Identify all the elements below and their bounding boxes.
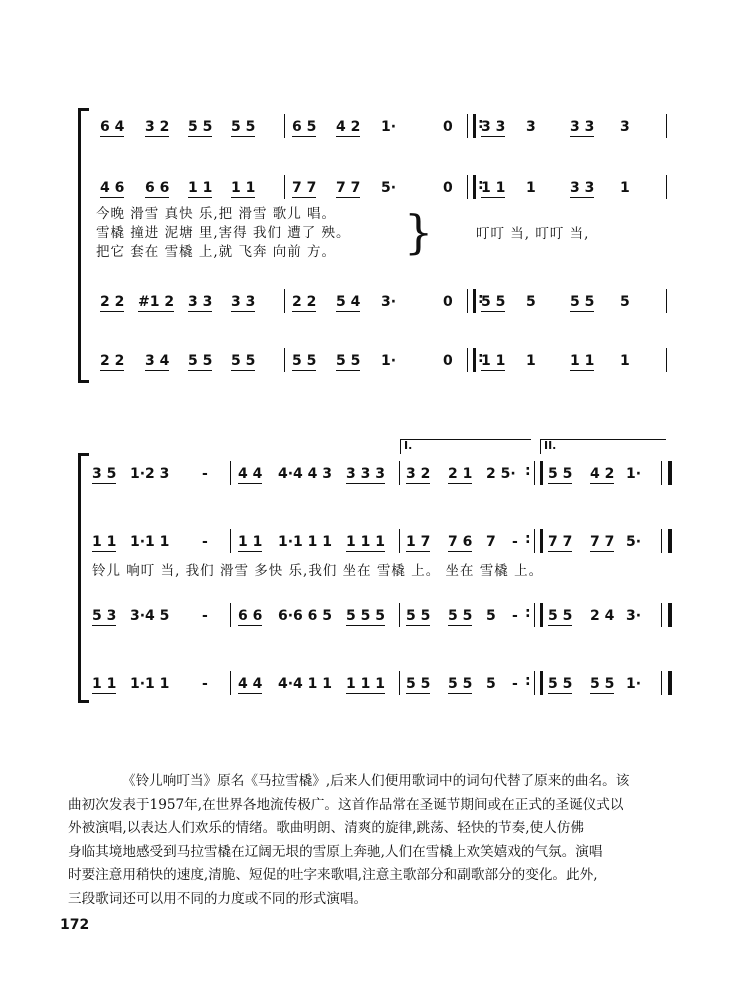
barline bbox=[399, 461, 400, 485]
note-group: 3 3 bbox=[231, 294, 256, 310]
note-group: 3 bbox=[620, 119, 630, 135]
note-group: 1· bbox=[381, 353, 397, 369]
note-group: 4 4 bbox=[238, 676, 263, 692]
repeat-start-barline bbox=[467, 175, 476, 199]
note-group: 3· bbox=[626, 608, 642, 624]
note-group: 5 5 bbox=[336, 353, 361, 369]
note-group: 1 1 1 bbox=[346, 676, 385, 692]
note-group: 4 4 bbox=[238, 466, 263, 482]
dash: - bbox=[512, 608, 518, 624]
note-group: 1 1 bbox=[570, 353, 595, 369]
note-group: 6 4 bbox=[100, 119, 125, 135]
barline bbox=[399, 603, 400, 627]
note-group: 3 2 bbox=[145, 119, 170, 135]
note-group: 5· bbox=[626, 534, 642, 550]
note-group: 1 1 bbox=[92, 534, 117, 550]
note-group: 7 7 bbox=[336, 180, 361, 196]
note-group: 5 5 bbox=[231, 119, 256, 135]
barline bbox=[666, 289, 667, 313]
note-group: 5 bbox=[486, 608, 496, 624]
paragraph-line: 时要注意用稍快的速度,清脆、短促的吐字来歌唱,注意主歌部分和副歌部分的变化。此外, bbox=[68, 867, 598, 884]
rest: 0 bbox=[443, 294, 453, 310]
volta-label-1: I. bbox=[404, 439, 413, 452]
note-group: 4·4 1 1 bbox=[278, 676, 333, 692]
staff-row-2 bbox=[78, 533, 676, 559]
note-group: 6 6 bbox=[145, 180, 170, 196]
note-group: 3 3 bbox=[570, 180, 595, 196]
barline bbox=[399, 529, 400, 553]
note-group: 3· bbox=[381, 294, 397, 310]
note-group: 5 5 5 bbox=[346, 608, 385, 624]
note-group: 7 7 bbox=[292, 180, 317, 196]
repeat-start-barline bbox=[467, 114, 476, 138]
note-group: 1·1 1 bbox=[130, 676, 170, 692]
staff-row-1 bbox=[78, 118, 676, 144]
paragraph-line: 《铃儿响叮当》原名《马拉雪橇》,后来人们便用歌词中的词句代替了原来的曲名。该 bbox=[122, 773, 630, 789]
note-group: 7 7 bbox=[548, 534, 573, 550]
lyric-verse-1: 今晚 滑雪 真快 乐,把 滑雪 歌儿 唱。 bbox=[96, 206, 337, 222]
rest: 0 bbox=[443, 353, 453, 369]
barline bbox=[284, 175, 285, 199]
note-group: 5 5 bbox=[448, 676, 473, 692]
dash: - bbox=[512, 534, 518, 550]
note-group: 1· bbox=[626, 676, 642, 692]
note-group: 5 5 bbox=[570, 294, 595, 310]
repeat-end-barline bbox=[534, 461, 543, 485]
note-group: 1·2 3 bbox=[130, 466, 170, 482]
note-group: 5 5 bbox=[548, 676, 573, 692]
lyric-verse-3: 把它 套在 雪橇 上,就 飞奔 向前 方。 bbox=[96, 244, 337, 260]
repeat-end-barline bbox=[534, 529, 543, 553]
note-group: 1 bbox=[526, 353, 536, 369]
repeat-end-barline bbox=[534, 603, 543, 627]
description-paragraph bbox=[68, 770, 663, 912]
note-group: 5 5 bbox=[188, 119, 213, 135]
note-group: 3 2 bbox=[406, 466, 431, 482]
note-group: 4·4 4 3 bbox=[278, 466, 333, 482]
repeat-end-barline bbox=[534, 671, 543, 695]
repeat-start-barline bbox=[467, 289, 476, 313]
note-group: 1· bbox=[381, 119, 397, 135]
note-group: 3 5 bbox=[92, 466, 117, 482]
note-group: 5· bbox=[381, 180, 397, 196]
note-group: 5 5 bbox=[590, 676, 615, 692]
lyric-refrain: 叮叮 当, 叮叮 当, bbox=[476, 226, 590, 242]
score-system-1 bbox=[78, 108, 676, 383]
note-group: 5 bbox=[620, 294, 630, 310]
note-group: 3 3 3 bbox=[346, 466, 385, 482]
note-group: 5 4 bbox=[336, 294, 361, 310]
note-group: 1· bbox=[626, 466, 642, 482]
note-group: 4 2 bbox=[590, 466, 615, 482]
note-group: 1 bbox=[526, 180, 536, 196]
note-group: 1 1 bbox=[481, 180, 506, 196]
note-group: 2 2 bbox=[100, 294, 125, 310]
note-group: 5 5 bbox=[406, 676, 431, 692]
note-group: 1·1 1 1 bbox=[278, 534, 333, 550]
note-group: 3 4 bbox=[145, 353, 170, 369]
dash: - bbox=[202, 534, 208, 550]
note-group: 1 1 bbox=[92, 676, 117, 692]
dash: - bbox=[202, 608, 208, 624]
volta-second-ending bbox=[540, 439, 666, 454]
barline bbox=[284, 114, 285, 138]
note-group: 3 3 bbox=[570, 119, 595, 135]
rest: 0 bbox=[443, 180, 453, 196]
note-group: 2 4 bbox=[590, 608, 615, 624]
paragraph-line: 曲初次发表于1957年,在世界各地流传极广。这首作品常在圣诞节期间或在正式的圣诞仪式以 bbox=[68, 796, 624, 813]
note-group: 5 5 bbox=[292, 353, 317, 369]
staff-row-3 bbox=[78, 607, 676, 633]
note-group: 5 bbox=[486, 676, 496, 692]
note-group: 1 1 bbox=[231, 180, 256, 196]
note-group: 1 bbox=[620, 180, 630, 196]
lyric-brace: } bbox=[404, 205, 434, 259]
final-barline bbox=[661, 529, 672, 553]
lyric-verse-2: 雪橇 撞进 泥塘 里,害得 我们 遭了 殃。 bbox=[96, 225, 351, 241]
note-group: 4 6 bbox=[100, 180, 125, 196]
score-system-2 bbox=[78, 439, 676, 703]
dash: - bbox=[512, 676, 518, 692]
final-barline bbox=[661, 461, 672, 485]
final-barline bbox=[661, 603, 672, 627]
note-group: 1 7 bbox=[406, 534, 431, 550]
note-group: 5 3 bbox=[92, 608, 117, 624]
note-group: 4 2 bbox=[336, 119, 361, 135]
note-group: 2 5· bbox=[486, 466, 516, 482]
page-number: 172 bbox=[60, 917, 90, 933]
note-group: 5 5 bbox=[448, 608, 473, 624]
rest: 0 bbox=[443, 119, 453, 135]
note-group: 3 3 bbox=[481, 119, 506, 135]
volta-first-ending bbox=[400, 439, 531, 454]
staff-row-2 bbox=[78, 179, 676, 205]
note-group: 5 5 bbox=[406, 608, 431, 624]
staff-row-1 bbox=[78, 465, 676, 491]
note-group: 7 bbox=[486, 534, 496, 550]
note-group: 2 1 bbox=[448, 466, 473, 482]
barline bbox=[284, 348, 285, 372]
note-group: 3 3 bbox=[188, 294, 213, 310]
dash: - bbox=[202, 466, 208, 482]
barline bbox=[666, 114, 667, 138]
barline bbox=[230, 603, 231, 627]
final-barline bbox=[661, 671, 672, 695]
note-group: 7 7 bbox=[590, 534, 615, 550]
note-group: 1·1 1 bbox=[130, 534, 170, 550]
barline bbox=[399, 671, 400, 695]
note-group: 1 1 bbox=[188, 180, 213, 196]
barline bbox=[666, 175, 667, 199]
note-group: 1 1 bbox=[238, 534, 263, 550]
repeat-start-barline bbox=[467, 348, 476, 372]
staff-row-4 bbox=[78, 352, 676, 378]
note-group: 5 5 bbox=[548, 608, 573, 624]
note-group: 5 5 bbox=[481, 294, 506, 310]
note-group: 1 1 bbox=[481, 353, 506, 369]
paragraph-line: 身临其境地感受到马拉雪橇在辽阔无垠的雪原上奔驰,人们在雪橇上欢笑嬉戏的气氛。演唱 bbox=[68, 843, 603, 860]
note-group: 1 bbox=[620, 353, 630, 369]
paragraph-line: 外被演唱,以表达人们欢乐的情绪。歌曲明朗、清爽的旋律,跳荡、轻快的节奏,使人仿佛 bbox=[68, 820, 584, 837]
note-group: 2 2 bbox=[100, 353, 125, 369]
note-group: 1 1 1 bbox=[346, 534, 385, 550]
barline bbox=[230, 671, 231, 695]
volta-label-2: II. bbox=[544, 439, 557, 452]
barline bbox=[230, 461, 231, 485]
dash: - bbox=[202, 676, 208, 692]
note-group: #1 2 bbox=[138, 294, 175, 310]
barline bbox=[666, 348, 667, 372]
staff-row-3 bbox=[78, 293, 676, 319]
note-group: 5 bbox=[526, 294, 536, 310]
note-group: 5 5 bbox=[231, 353, 256, 369]
note-group: 6 5 bbox=[292, 119, 317, 135]
paragraph-line: 三段歌词还可以用不同的力度或不同的形式演唱。 bbox=[68, 890, 368, 907]
note-group: 3·4 5 bbox=[130, 608, 170, 624]
system-brace bbox=[78, 108, 89, 383]
barline bbox=[230, 529, 231, 553]
staff-row-4 bbox=[78, 675, 676, 701]
note-group: 7 6 bbox=[448, 534, 473, 550]
note-group: 3 bbox=[526, 119, 536, 135]
note-group: 5 5 bbox=[548, 466, 573, 482]
note-group: 6 6 bbox=[238, 608, 263, 624]
note-group: 2 2 bbox=[292, 294, 317, 310]
lyric-refrain-line: 铃儿 响叮 当, 我们 滑雪 多快 乐,我们 坐在 雪橇 上。 坐在 雪橇 上。 bbox=[92, 563, 544, 579]
barline bbox=[284, 289, 285, 313]
note-group: 5 5 bbox=[188, 353, 213, 369]
note-group: 6·6 6 5 bbox=[278, 608, 333, 624]
